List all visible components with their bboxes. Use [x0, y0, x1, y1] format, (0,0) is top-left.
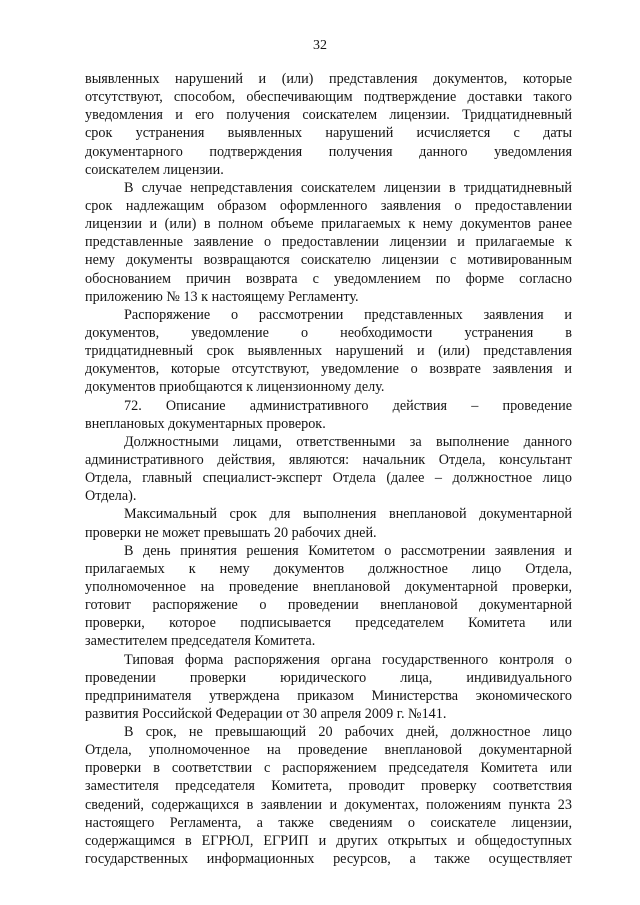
text-line: проверки не может превышать 20 рабочих дней.: [85, 524, 377, 541]
text-line: документов приобщаются к лицензионному делу.: [85, 379, 385, 396]
text-line: предпринимателя утверждена приказом Министерства экономического: [85, 687, 572, 704]
paragraph-p2: [85, 179, 572, 306]
text-line: соискателем лицензии.: [85, 161, 224, 178]
text-line: проведении проверки юридического лица, индивидуального: [85, 669, 572, 686]
text-line: заместителем председателя Комитета.: [85, 633, 316, 650]
text-line: нему документы возвращаются соискателю лицензии с мотивированным: [85, 252, 572, 269]
paragraph-p9: [85, 723, 572, 868]
body-text: [85, 70, 572, 868]
text-line: Распоряжение о рассмотрении представленных заявления и: [124, 306, 572, 323]
text-line: документов, которые отсутствуют, уведомление о возврате заявления и: [85, 361, 572, 378]
text-line: внеплановых документарных проверок.: [85, 415, 326, 432]
text-line: настоящего Регламента, а также сведениям о соискателе лицензии,: [85, 814, 572, 831]
text-line: Отдела, главный специалист-эксперт Отдела (далее – должностное лицо: [85, 470, 572, 487]
paragraph-p6: [85, 505, 572, 541]
text-line: 72. Описание административного действия – проведение: [124, 397, 572, 414]
text-line: содержащимся в ЕГРЮЛ, ЕГРИП и других открытых и общедоступных: [85, 832, 572, 849]
paragraph-p4: [85, 397, 572, 433]
text-line: приложению № 13 к настоящему Регламенту.: [85, 288, 359, 305]
paragraph-p5: [85, 433, 572, 506]
text-line: государственных информационных ресурсов, а также осуществляет: [85, 851, 572, 868]
text-line: выявленных нарушений и (или) представления документов, которые: [85, 71, 572, 87]
text-line: развития Российской Федерации от 30 апреля 2009 г. №141.: [85, 705, 447, 722]
text-line: готовит распоряжение о проведении внеплановой документарной: [85, 597, 572, 614]
text-line: Отдела, уполномоченное на проведение внеплановой документарной: [85, 742, 572, 759]
text-line: сведений, содержащихся в заявлении и документах, положениям пункта 23: [85, 796, 572, 813]
text-line: тридцатидневный срок выявленных нарушений и (или) представления: [85, 343, 572, 360]
text-line: Типовая форма распоряжения органа государственного контроля о: [124, 651, 572, 668]
page-number: 32: [313, 38, 327, 53]
text-line: лицензии и (или) в полном объеме прилагаемых к нему документов ранее: [85, 216, 572, 233]
text-line: срок надлежащим образом оформленного заявления о предоставлении: [85, 197, 572, 214]
paragraph-p1: [85, 70, 572, 179]
paragraph-p7: [85, 542, 572, 651]
text-line: проверки в соответствии с распоряжением председателя Комитета или: [85, 760, 572, 777]
text-line: Должностными лицами, ответственными за выполнение данного: [124, 433, 572, 450]
text-line: уполномоченное на проведение внеплановой документарной проверки,: [85, 578, 572, 595]
text-line: уведомления и его получения соискателем лицензии. Тридцатидневный: [85, 107, 572, 124]
text-line: отсутствуют, способом, обеспечивающим подтверждение доставки такого: [85, 89, 572, 106]
text-line: В случае непредставления соискателем лицензии в тридцатидневный: [124, 179, 572, 196]
paragraph-p3: [85, 306, 572, 397]
paragraph-p8: [85, 651, 572, 724]
text-line: прилагаемых к нему документов должностное лицо Отдела,: [85, 560, 572, 577]
text-line: В срок, не превышающий 20 рабочих дней, должностное лицо: [124, 724, 572, 741]
text-line: Максимальный срок для выполнения внеплановой документарной: [124, 506, 572, 523]
text-line: заместителя председателя Комитета, проводит проверку соответствия: [85, 778, 572, 795]
text-line: срок устранения выявленных нарушений исчисляется с даты: [85, 125, 572, 142]
text-line: Отдела).: [85, 488, 137, 505]
text-line: представленные заявление о предоставлении лицензии и прилагаемые к: [85, 234, 572, 251]
text-line: документарного подтверждения получения данного уведомления: [85, 143, 572, 160]
text-line: документов, уведомление о необходимости устранения в: [85, 324, 572, 341]
text-line: проверки, которое подписывается председателем Комитета или: [85, 615, 572, 632]
text-line: обоснованием причин возврата с уведомлением по форме согласно: [85, 270, 572, 287]
text-line: административного действия, являются: начальник Отдела, консультант: [85, 451, 572, 468]
text-line: В день принятия решения Комитетом о рассмотрении заявления и: [124, 542, 572, 559]
